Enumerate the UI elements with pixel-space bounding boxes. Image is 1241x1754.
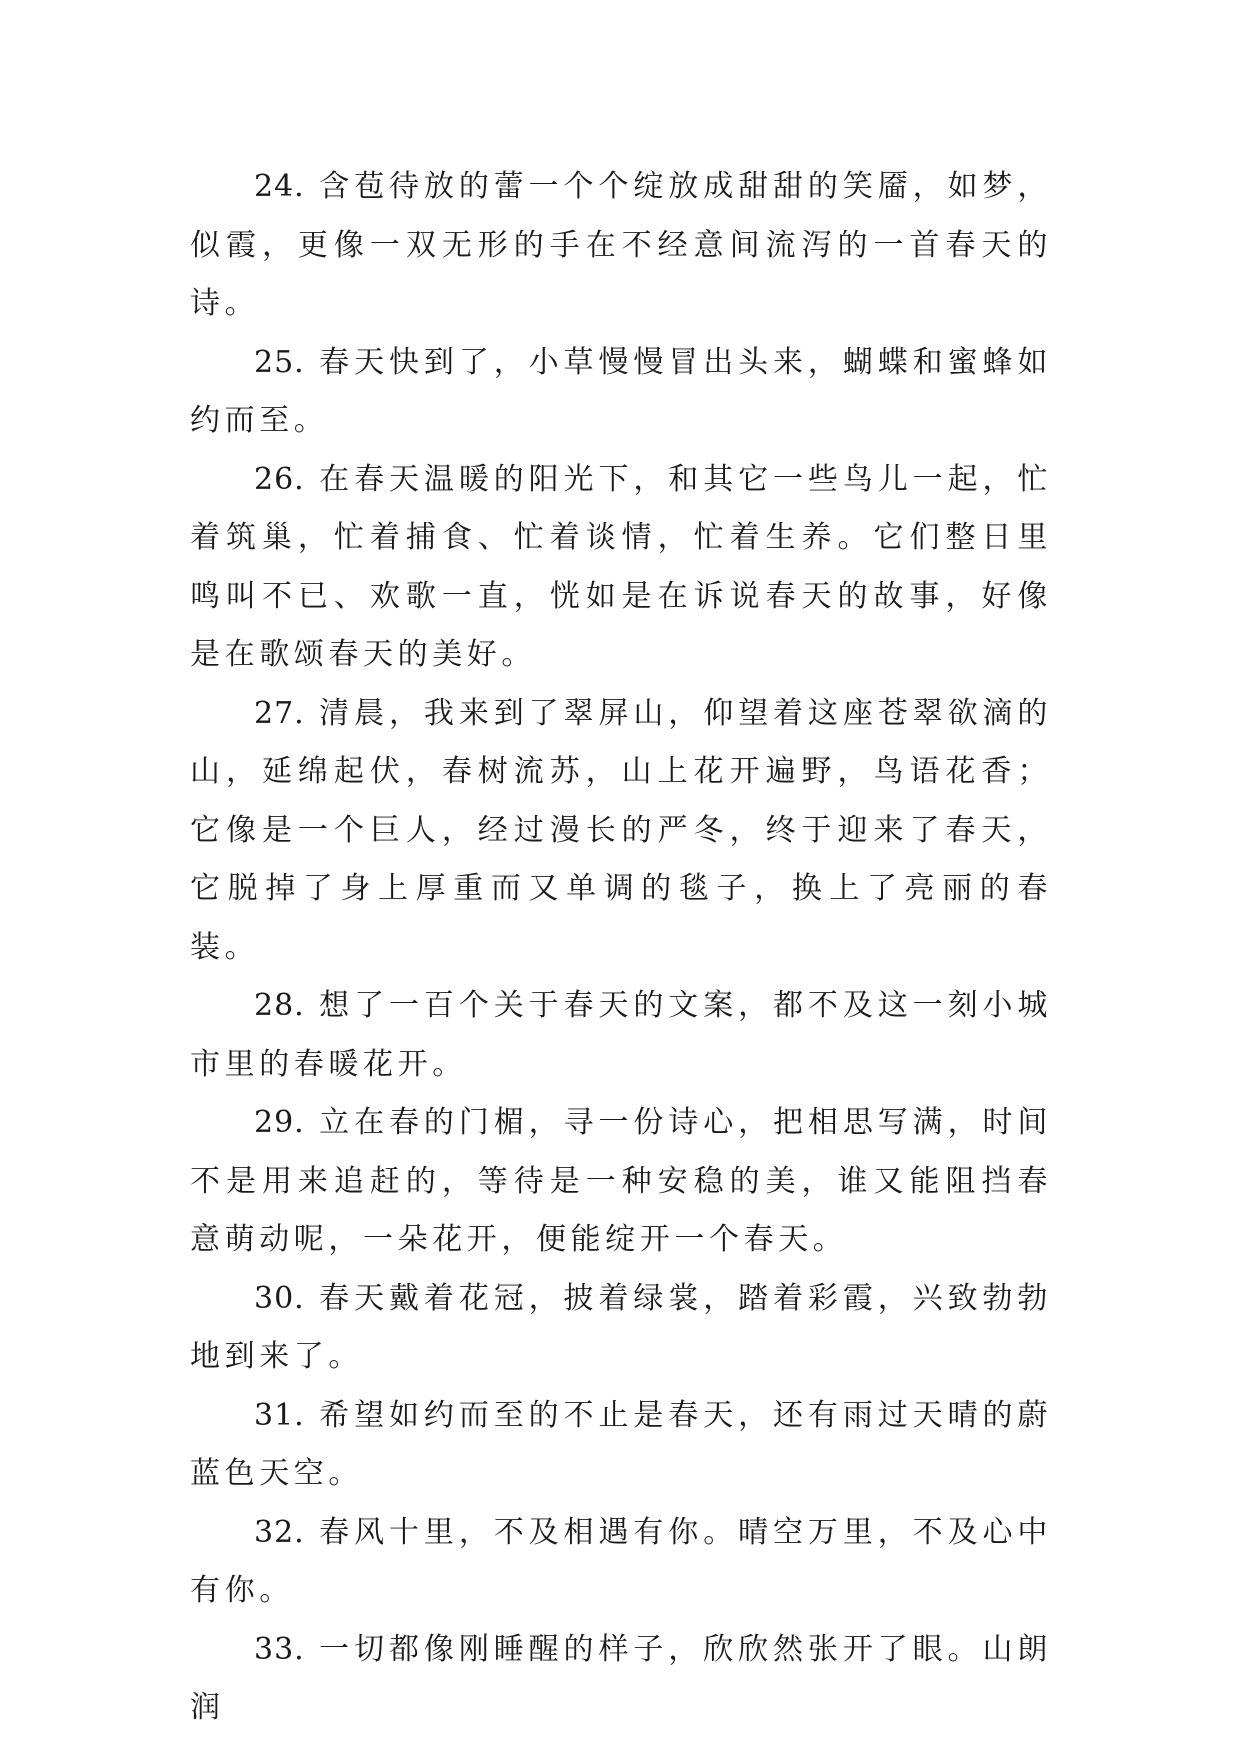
paragraph-number: 32. <box>254 1514 305 1550</box>
paragraph-28 <box>190 977 1052 1094</box>
paragraph-number: 33. <box>254 1631 305 1667</box>
paragraph-text: 含苞待放的蕾一个个绽放成甜甜的笑靥，如梦，似霞，更像一双无形的手在不经意间流泻的一首春天的诗。 <box>190 169 1052 321</box>
paragraph-number: 24. <box>254 169 305 204</box>
paragraph-text: 希望如约而至的不止是春天，还有雨过天晴的蔚蓝色天空。 <box>190 1397 1052 1491</box>
paragraph-text: 一切都像刚睡醒的样子，欣欣然张开了眼。山朗润 <box>190 1631 1052 1725</box>
paragraph-text: 春天快到了，小草慢慢冒出头来，蝴蝶和蜜蜂如约而至。 <box>190 344 1052 438</box>
paragraph-number: 27. <box>254 695 305 731</box>
paragraph-text: 清晨，我来到了翠屏山，仰望着这座苍翠欲滴的山，延绵起伏，春树流苏，山上花开遍野，鸟语花香；它像是一个巨人，经过漫长的严冬，终于迎来了春天，它脱掉了身上厚重而又单调的毯子，换上了亮丽的春装。 <box>190 695 1052 965</box>
paragraph-number: 29. <box>254 1105 305 1140</box>
paragraph-number: 26. <box>254 461 305 497</box>
paragraph-31 <box>190 1387 1052 1504</box>
paragraph-text: 在春天温暖的阳光下，和其它一些鸟儿一起，忙着筑巢，忙着捕食、忙着谈情，忙着生养。它们整日里鸣叫不已、欢歌一直，恍如是在诉说春天的故事，好像是在歌颂春天的美好。 <box>190 461 1052 672</box>
paragraph-text: 立在春的门楣，寻一份诗心，把相思写满，时间不是用来追赶的，等待是一种安稳的美，谁又能阻挡春意萌动呢，一朵花开，便能绽开一个春天。 <box>190 1105 1052 1257</box>
paragraph-number: 31. <box>254 1397 305 1433</box>
paragraph-number: 28. <box>254 988 305 1023</box>
paragraph-30 <box>190 1270 1052 1387</box>
paragraph-24 <box>190 158 1052 334</box>
paragraph-29 <box>190 1094 1052 1270</box>
paragraph-text: 春天戴着花冠，披着绿裳，踏着彩霞，兴致勃勃地到来了。 <box>190 1280 1052 1374</box>
paragraph-33 <box>190 1621 1052 1738</box>
paragraph-27 <box>190 685 1052 978</box>
paragraph-text: 春风十里，不及相遇有你。晴空万里，不及心中有你。 <box>190 1514 1052 1608</box>
paragraph-26 <box>190 451 1052 685</box>
paragraph-number: 30. <box>254 1280 305 1316</box>
paragraph-32 <box>190 1504 1052 1621</box>
paragraph-text: 想了一百个关于春天的文案，都不及这一刻小城市里的春暖花开。 <box>190 988 1052 1082</box>
paragraph-number: 25. <box>254 344 305 380</box>
document-body <box>190 158 1052 1738</box>
paragraph-25 <box>190 334 1052 451</box>
